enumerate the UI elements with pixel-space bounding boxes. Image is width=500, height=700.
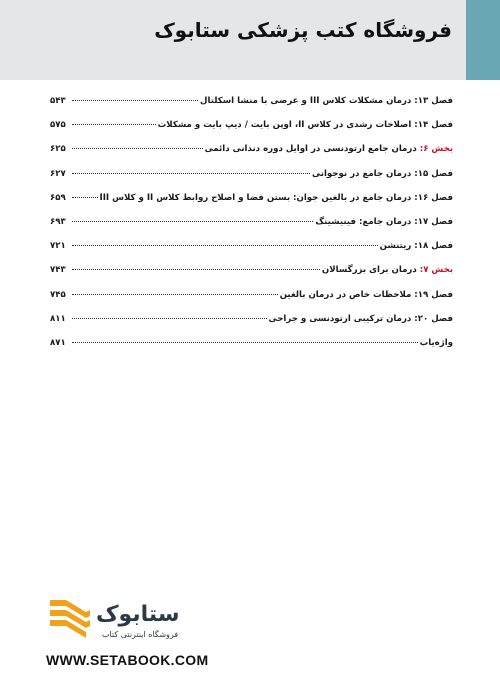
toc-entry-title: فصل ۱۶: درمان جامع در بالغین جوان: بستن فضا و اصلاح روابط کلاس II و کلاس III (99, 192, 453, 203)
toc-entry-chapter-19[interactable] (50, 290, 453, 314)
toc-leader (72, 173, 310, 174)
toc-page-number: ۵۴۳ (50, 96, 66, 106)
toc-entry-glossary[interactable] (50, 338, 453, 362)
toc-leader (72, 318, 267, 319)
toc-entry-title: فصل ۱۴: اصلاحات رشدی در کلاس II، اوپن بایت / دیپ بایت و مشکلات (157, 120, 453, 131)
brand-name: ستابوک (96, 602, 180, 627)
toc-entry-chapter-17[interactable] (50, 217, 453, 241)
toc-leader (72, 197, 98, 198)
toc-entry-title: فصل ۱۹: ملاحظات خاص در درمان بالغین (279, 289, 453, 300)
toc-entry-part-6[interactable] (50, 144, 453, 168)
toc-entry-prefix: بخش ۷: (419, 265, 453, 276)
toc-page-number: ۷۴۵ (50, 289, 66, 300)
toc-entry-title: فصل ۱۳: درمان مشکلات کلاس III و عرضی با منشا اسکلتال (200, 96, 453, 106)
toc-page-number: ۶۵۹ (50, 192, 66, 203)
toc-leader (72, 294, 278, 295)
header-title: فروشگاه کتب پزشکی ستابوک (154, 18, 452, 42)
toc-entry-chapter-15[interactable] (50, 169, 453, 193)
header-accent-bar (466, 0, 500, 80)
toc-page-number: ۶۲۵ (50, 144, 66, 155)
toc-entry-part-7[interactable] (50, 265, 453, 289)
toc-page-number: ۸۷۱ (50, 337, 66, 348)
toc-page-number: ۶۲۷ (50, 168, 66, 179)
toc-entry-title: فصل ۱۸: ریتنشن (379, 241, 453, 252)
toc-entry-title: فصل ۱۵: درمان جامع در نوجوانی (312, 168, 453, 179)
toc-entry-prefix: بخش ۶: (419, 144, 453, 155)
toc-page-number: ۵۷۵ (50, 120, 66, 131)
brand-tagline: فروشگاه اینترنتی کتاب (102, 630, 179, 639)
toc-entry-title: بخش ۷: درمان برای بزرگسالان (321, 265, 453, 276)
toc-leader (72, 342, 418, 343)
toc-leader (72, 148, 203, 149)
toc-leader (72, 269, 320, 270)
toc-entry-chapter-13[interactable] (50, 96, 453, 120)
toc-page-number: ۸۱۱ (50, 313, 66, 324)
book-stack-icon (50, 600, 90, 638)
website-url[interactable]: WWW.SETABOOK.COM (46, 652, 209, 668)
toc-entry-title: بخش ۶: درمان جامع ارتودنسی در اوایل دوره دندانی دائمی (204, 144, 453, 155)
toc-entry-title: واژه‌یاب (419, 337, 453, 348)
toc-leader (72, 100, 198, 101)
toc-page-number: ۶۹۳ (50, 216, 66, 227)
toc-entry-chapter-20[interactable] (50, 314, 453, 338)
toc-leader (72, 245, 378, 246)
toc-entry-title: فصل ۱۷: درمان جامع: فینیشینگ (315, 216, 453, 227)
toc-entry-chapter-16[interactable] (50, 193, 453, 217)
toc-entry-title: فصل ۲۰: درمان ترکیبی ارتودنسی و جراحی (268, 313, 453, 324)
toc-entry-chapter-14[interactable] (50, 120, 453, 144)
toc-page-number: ۷۲۱ (50, 241, 66, 252)
toc-leader (72, 221, 313, 222)
toc-page-number: ۷۴۳ (50, 265, 66, 276)
table-of-contents (50, 96, 453, 362)
toc-leader (72, 124, 156, 125)
page-header (0, 0, 466, 80)
toc-entry-chapter-18[interactable] (50, 241, 453, 265)
